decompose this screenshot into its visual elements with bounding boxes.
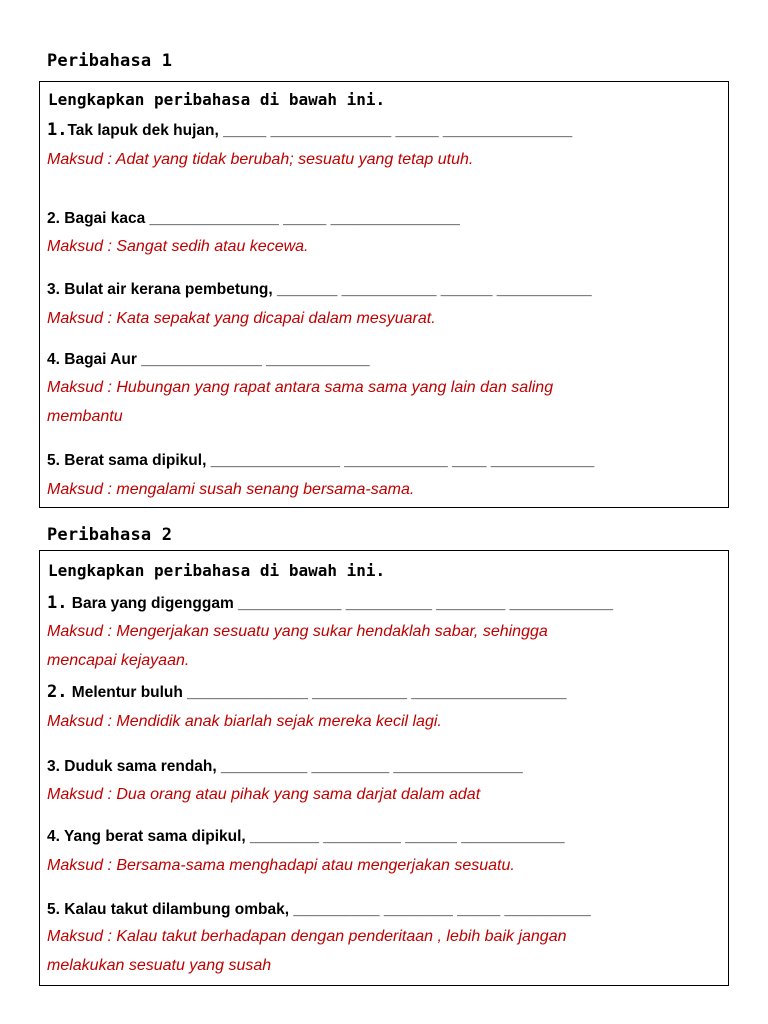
s1-q3 — [47, 281, 592, 299]
section-1-title: Peribahasa 1 — [47, 51, 173, 71]
s2-q3-number: 3. — [47, 758, 60, 775]
s2-q2-meaning: Maksud : Mendidik anak biarlah sejak mereka kecil lagi. — [47, 713, 442, 730]
s1-q3-number: 3. — [47, 281, 60, 298]
section-2-box — [39, 550, 729, 986]
s2-q2-number: 2. — [47, 682, 68, 702]
s1-q4-number: 4. — [47, 351, 60, 368]
s1-q4 — [47, 351, 370, 369]
s1-q5-text: Berat sama dipikul, _______________ ____________ ____ ____________ — [64, 452, 595, 469]
s1-q2-number: 2. — [47, 210, 60, 227]
s2-q5-meaning-line2: melakukan sesuatu yang susah — [47, 957, 272, 974]
s1-q3-text: Bulat air kerana pembetung, _______ ___________ ______ ___________ — [64, 281, 592, 298]
s2-q1 — [47, 593, 613, 613]
s1-q2-meaning: Maksud : Sangat sedih atau kecewa. — [47, 238, 309, 255]
s2-q5-number: 5. — [47, 901, 60, 918]
s2-q1-number: 1. — [47, 593, 68, 613]
s1-q4-meaning-line2: membantu — [47, 408, 123, 425]
s2-q4-text: Yang berat sama dipikul, ________ _________ ______ ____________ — [63, 828, 565, 845]
s1-q5-meaning: Maksud : mengalami susah senang bersama-sama. — [47, 481, 415, 498]
s2-q4-number: 4. — [47, 828, 60, 845]
s1-q5-number: 5. — [47, 452, 60, 469]
s1-q2-text: Bagai kaca _______________ _____ _______________ — [64, 210, 460, 227]
s2-q2-text: Melentur buluh ______________ ___________ __________________ — [71, 684, 567, 701]
s1-q5 — [47, 452, 594, 470]
section-2-title: Peribahasa 2 — [47, 525, 173, 545]
section-1-box — [39, 81, 729, 508]
s1-q1 — [47, 120, 572, 140]
s2-q5-text: Kalau takut dilambung ombak, __________ ________ _____ __________ — [64, 901, 591, 918]
s1-q4-text: Bagai Aur ______________ ____________ — [64, 351, 370, 368]
s1-q3-meaning: Maksud : Kata sepakat yang dicapai dalam mesyuarat. — [47, 310, 436, 327]
s2-q3 — [47, 758, 523, 776]
s2-q3-text: Duduk sama rendah, __________ _________ _______________ — [64, 758, 523, 775]
s2-q4-meaning: Maksud : Bersama-sama menghadapi atau mengerjakan sesuatu. — [47, 857, 515, 874]
s2-q1-meaning-line1: Maksud : Mengerjakan sesuatu yang sukar hendaklah sabar, sehingga — [47, 623, 548, 640]
s1-q2 — [47, 210, 460, 228]
s2-q1-meaning-line2: mencapai kejayaan. — [47, 652, 190, 669]
section-2-instruction: Lengkapkan peribahasa di bawah ini. — [48, 561, 386, 580]
s2-q4 — [47, 828, 565, 846]
s1-q1-meaning: Maksud : Adat yang tidak berubah; sesuatu yang tetap utuh. — [47, 151, 474, 168]
s2-q2 — [47, 682, 566, 702]
s2-q5 — [47, 901, 591, 919]
s2-q3-meaning: Maksud : Dua orang atau pihak yang sama darjat dalam adat — [47, 786, 481, 803]
s1-q1-number: 1. — [47, 120, 68, 140]
s1-q4-meaning-line1: Maksud : Hubungan yang rapat antara sama sama yang lain dan saling — [47, 379, 554, 396]
s2-q5-meaning-line1: Maksud : Kalau takut berhadapan dengan penderitaan , lebih baik jangan — [47, 928, 567, 945]
s1-q1-text: Tak lapuk dek hujan, _____ ______________ _____ _______________ — [67, 122, 573, 139]
section-1-instruction: Lengkapkan peribahasa di bawah ini. — [48, 90, 386, 109]
s2-q1-text: Bara yang digenggam ____________ __________ ________ ____________ — [71, 595, 614, 612]
